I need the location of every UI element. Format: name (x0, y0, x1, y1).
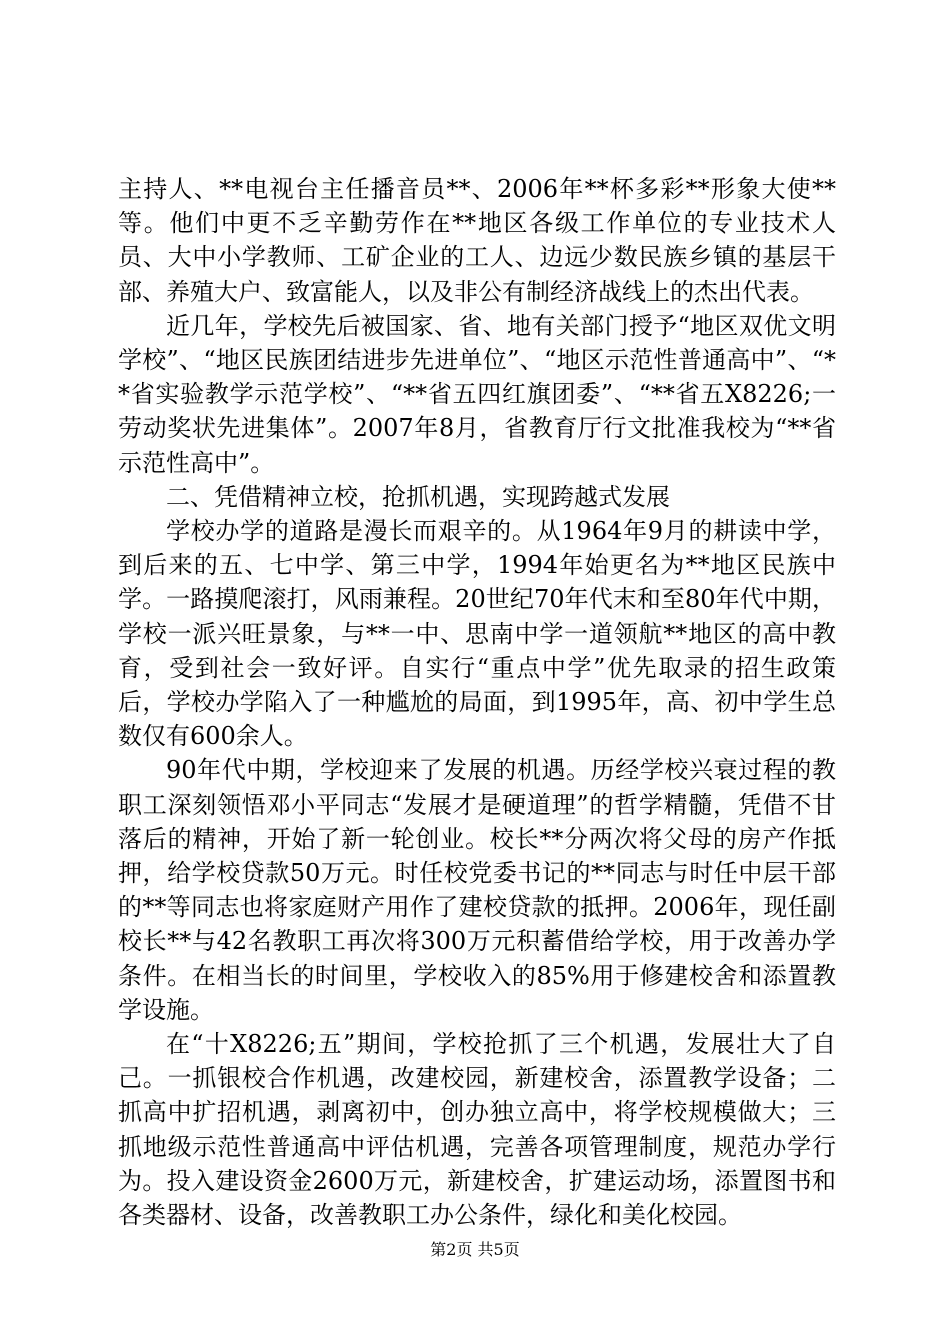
paragraph-five-year-plan: 在“十X8226;五”期间，学校抢抓了三个机遇，发展壮大了自己。一抓银校合作机遇，改建校园，新建校舍，添置教学设备；二抓高中扩招机遇，剥离初中，创办独立高中，将学校规模做大；三抓地级示范性普通高中评估机遇，完善各项管理制度，规范办学行为。投入建设资金2600万元，新建校舍，扩建运动场，添置图书和各类器材、设备，改善教职工办公条件，绿化和美化校园。 (118, 1030, 836, 1230)
paragraph-history: 学校办学的道路是漫长而艰辛的。从1964年9月的耕读中学，到后来的五、七中学、第三中学，1994年始更名为**地区民族中学。一路摸爬滚打，风雨兼程。20世纪70年代末和至80年代中期，学校一派兴旺景象，与**一中、思南中学一道领航**地区的高中教育，受到社会一致好评。自实行“重点中学”优先取录的招生政策后，学校办学陷入了一种尴尬的局面，到1995年，高、初中学生总数仅有600余人。 (118, 517, 836, 751)
document-body (118, 172, 836, 1232)
page-number: 第2页 共5页 (430, 1240, 520, 1259)
paragraph-opportunity: 90年代中期，学校迎来了发展的机遇。历经学校兴衰过程的教职工深刻领悟邓小平同志“发展才是硬道理”的哲学精髓，凭借不甘落后的精神，开始了新一轮创业。校长**分两次将父母的房产作抵押，给学校贷款50万元。时任校党委书记的**同志与时任中层干部的**等同志也将家庭财产用作了建校贷款的抵押。2006年，现任副校长**与42名教职工再次将300万元积蓄借给学校，用于改善办学条件。在相当长的时间里，学校收入的85%用于修建校舍和添置教学设施。 (118, 756, 836, 1024)
section-heading: 二、凭借精神立校，抢抓机遇，实现跨越式发展 (166, 482, 670, 511)
paragraph-honors: 近几年，学校先后被国家、省、地有关部门授予“地区双优文明学校”、“地区民族团结进步先进单位”、“地区示范性普通高中”、“**省实验教学示范学校”、“**省五四红旗团委”、“**省五X8226;一劳动奖状先进集体”。2007年8月，省教育厅行文批准我校为“**省示范性高中”。 (118, 311, 836, 477)
paragraph-alumni: 主持人、**电视台主任播音员**、2006年**杯多彩**形象大使**等。他们中更不乏辛勤劳作在**地区各级工作单位的专业技术人员、大中小学教师、工矿企业的工人、边远少数民族乡镇的基层干部、养殖大户、致富能人，以及非公有制经济战线上的杰出代表。 (118, 175, 836, 306)
